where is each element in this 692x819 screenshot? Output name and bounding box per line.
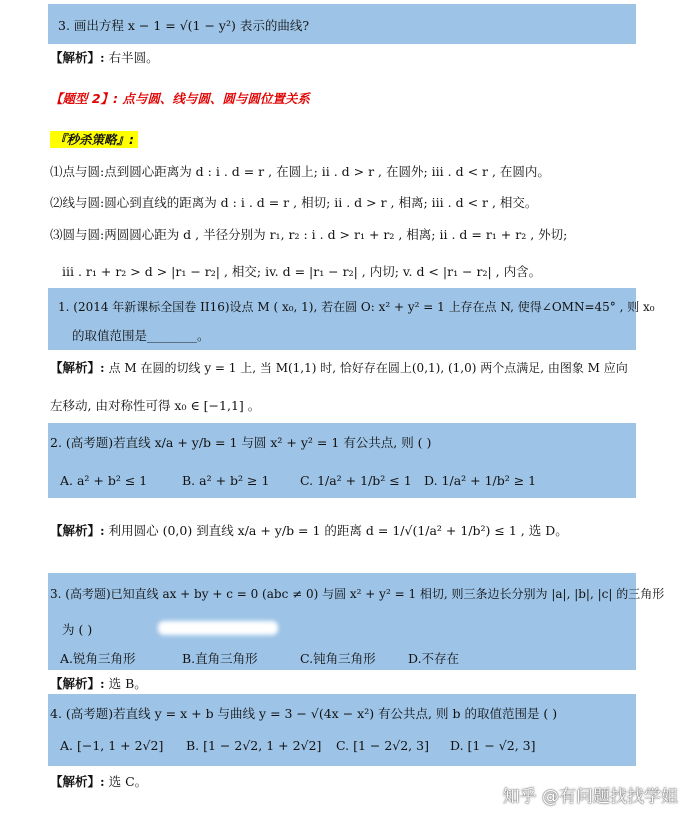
option-c: C.钝角三角形 [300, 651, 376, 666]
question-text-line1: 1. (2014 年新课标全国卷 II16)设点 M ( x₀, 1), 若在圆 O: x² + y² = 1 上存在点 N, 使得∠OMN=45° , 则 x₀ [58, 300, 655, 314]
rule-line-circle: ⑵线与圆:圆心到直线的距离为 d : i . d = r , 相切; ii . d > r , 相离; iii . d < r , 相交。 [50, 195, 538, 210]
option-c: C. 1/a² + 1/b² ≤ 1 [300, 473, 412, 488]
answer-label: 【解析】: [50, 360, 105, 375]
answer-text-cont: 左移动, 由对称性可得 x₀ ∈ [−1,1] 。 [50, 398, 261, 413]
question-stem: 2. (高考题)若直线 x/a + y/b = 1 与圆 x² + y² = 1 有公共点, 则 ( ) [50, 435, 432, 450]
option-b: B. [1 − 2√2, 1 + 2√2] [186, 738, 322, 753]
strategy-row [50, 130, 138, 148]
question-box-q3-top [48, 4, 636, 44]
strategy-label: 『秒杀策略』: [50, 131, 138, 148]
answer-label: 【解析】: [50, 50, 105, 65]
answer-row [50, 48, 159, 66]
answer-row [50, 521, 568, 539]
option-d: D.不存在 [408, 651, 460, 666]
answer-row [50, 772, 147, 790]
question-box-q1 [48, 288, 655, 350]
rule-point-circle: ⑴点与圆:点到圆心距离为 d : i . d = r , 在圆上; ii . d > r , 在圆外; iii . d < r , 在圆内。 [50, 164, 550, 179]
option-a: A. a² + b² ≤ 1 [60, 473, 148, 488]
question-box-q4 [48, 694, 636, 766]
option-a: A.锐角三角形 [60, 651, 136, 666]
answer-row [50, 358, 628, 376]
section-title: 【题型 2】: 点与圆、线与圆、圆与圆位置关系 [50, 91, 310, 106]
answer-label: 【解析】: [50, 774, 105, 789]
option-b: B. a² + b² ≥ 1 [182, 473, 270, 488]
answer-label: 【解析】: [50, 523, 105, 538]
option-b: B.直角三角形 [182, 651, 258, 666]
question-stem: 4. (高考题)若直线 y = x + b 与曲线 y = 3 − √(4x − x²) 有公共点, 则 b 的取值范围是 ( ) [50, 706, 558, 721]
answer-row [50, 674, 147, 692]
question-box-q3 [48, 573, 665, 670]
question-box-q2 [48, 423, 636, 498]
answer-text: 选 B。 [108, 676, 147, 691]
option-d: D. [1 − √2, 3] [450, 738, 536, 753]
answer-label: 【解析】: [50, 676, 105, 691]
question-text-line2: 的取值范围是________。 [72, 328, 210, 343]
rule-circle-circle-cont: iii . r₁ + r₂ > d > |r₁ − r₂| , 相交; iv. d = |r₁ − r₂| , 内切; v. d < |r₁ − r₂| , 内含。 [62, 264, 542, 279]
question-stem-line2: 为 ( ) [62, 622, 93, 637]
question-text: 3. 画出方程 x − 1 = √(1 − y²) 表示的曲线? [58, 18, 310, 33]
answer-text: 选 C。 [108, 774, 148, 789]
rule-circle-circle: ⑶圆与圆:两圆圆心距为 d , 半径分别为 r₁, r₂ : i . d > r₁ + r₂ , 相离; ii . d = r₁ + r₂ , 外切; [50, 227, 568, 242]
option-d: D. 1/a² + 1/b² ≥ 1 [424, 473, 537, 488]
option-a: A. [−1, 1 + 2√2] [60, 738, 164, 753]
answer-text: 右半圆。 [108, 50, 159, 65]
watermark: 知乎 @有问题找找学姐 [502, 787, 678, 807]
answer-text: 点 M 在圆的切线 y = 1 上, 当 M(1,1) 时, 恰好存在圆上(0,1), (1,0) 两个点满足, 由图象 M 应向 [108, 361, 628, 375]
option-c: C. [1 − 2√2, 3] [336, 738, 429, 753]
question-stem-line1: 3. (高考题)已知直线 ax + by + c = 0 (abc ≠ 0) 与圆 x² + y² = 1 相切, 则三条边长分别为 |a|, |b|, |c| 的三角形 [50, 587, 665, 601]
redacted-smudge [158, 621, 278, 635]
answer-text: 利用圆心 (0,0) 到直线 x/a + y/b = 1 的距离 d = 1/√(1/a² + 1/b²) ≤ 1 , 选 D。 [108, 523, 568, 538]
